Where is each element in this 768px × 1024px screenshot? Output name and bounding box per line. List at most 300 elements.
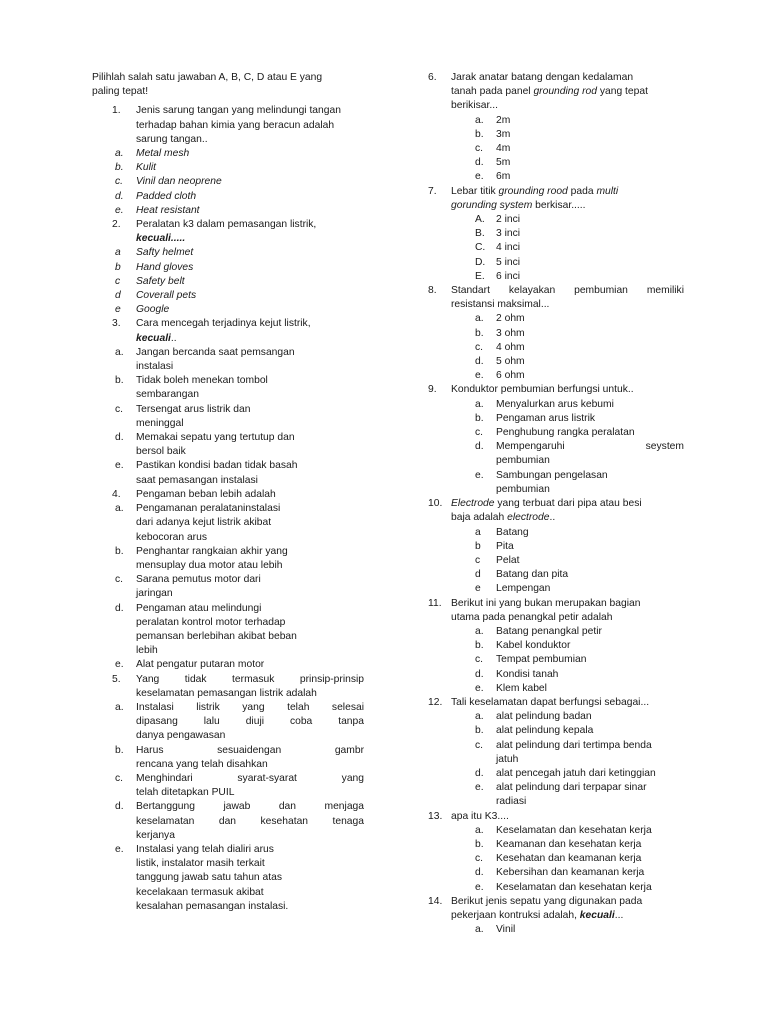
text-run: gorunding system xyxy=(451,199,533,211)
answer-option xyxy=(428,881,684,895)
answer-option xyxy=(92,403,364,431)
option-text xyxy=(496,739,684,753)
answer-option xyxy=(92,246,364,260)
text-run: pembumian xyxy=(496,483,550,495)
option-text xyxy=(136,161,364,175)
option-text xyxy=(496,412,684,426)
answer-option xyxy=(428,838,684,852)
option-text xyxy=(496,241,684,255)
option-text xyxy=(136,346,364,360)
question-item xyxy=(92,104,364,147)
answer-option xyxy=(92,701,364,744)
question-text xyxy=(136,317,364,331)
text-run: Batang dan pita xyxy=(496,569,569,581)
text-run: grounding rod xyxy=(533,86,597,98)
option-text xyxy=(136,360,364,374)
text-run: Penghantar rangkaian akhir yang xyxy=(136,545,288,557)
option-text xyxy=(136,459,364,473)
option-text xyxy=(496,270,684,284)
option-letter: b. xyxy=(115,375,124,387)
question-text xyxy=(451,597,684,611)
option-text xyxy=(496,795,684,809)
text-run: 5 inci xyxy=(496,256,521,268)
option-text xyxy=(496,227,684,241)
text-run: Hand gloves xyxy=(136,261,194,273)
answer-option xyxy=(428,241,684,255)
answer-option xyxy=(92,772,364,800)
option-letter: b. xyxy=(475,838,484,850)
question-item xyxy=(92,673,364,701)
text-run: Klem kabel xyxy=(496,682,547,694)
option-letter: c. xyxy=(115,574,124,586)
text-run: Pengaman arus listrik xyxy=(496,412,596,424)
text-run: 4 ohm xyxy=(496,341,525,353)
text-run: alat pelindung badan xyxy=(496,711,592,723)
option-text xyxy=(136,857,364,871)
answer-option xyxy=(92,374,364,402)
option-text xyxy=(136,531,364,545)
option-letter: b. xyxy=(115,162,124,174)
option-text xyxy=(496,724,684,738)
answer-option xyxy=(92,161,364,175)
text-run: multi xyxy=(596,185,619,197)
answer-option xyxy=(92,744,364,772)
option-text xyxy=(496,526,684,540)
text-run: Batang penangkal petir xyxy=(496,625,602,637)
question-item xyxy=(428,895,684,923)
option-text xyxy=(136,474,364,488)
option-text xyxy=(496,440,684,454)
answer-option xyxy=(92,190,364,204)
option-letter: d. xyxy=(475,157,484,169)
option-letter: e. xyxy=(475,171,484,183)
text-run: utama pada penangkal petir adalah xyxy=(451,611,613,623)
option-letter: c. xyxy=(115,403,124,415)
option-letter: B. xyxy=(475,228,485,240)
text-run: danya pengawasan xyxy=(136,730,226,742)
text-run: 6 ohm xyxy=(496,370,525,382)
answer-option xyxy=(428,866,684,880)
answer-option xyxy=(428,710,684,724)
text-run: Keselamatan dan kesehatan kerja xyxy=(496,881,652,893)
text-run: 4m xyxy=(496,143,511,155)
text-run: Berikut jenis sepatu yang digunakan pada xyxy=(451,895,643,907)
text-run: Cara mencegah terjadinya kejut listrik, xyxy=(136,318,311,330)
text-run: tanah pada panel xyxy=(451,86,534,98)
option-letter: b. xyxy=(475,327,484,339)
text-run: Instalasi listrik yang telah selesai xyxy=(136,701,364,713)
text-run: Electrode xyxy=(451,498,495,510)
answer-option xyxy=(92,431,364,459)
option-text xyxy=(136,190,364,204)
option-text xyxy=(496,341,684,355)
option-text xyxy=(136,275,364,289)
option-text xyxy=(136,815,364,829)
option-text xyxy=(496,824,684,838)
text-run: Coverall pets xyxy=(136,290,197,302)
text-run: kebocoran arus xyxy=(136,531,207,543)
question-number: 11. xyxy=(428,597,442,609)
answer-option xyxy=(428,682,684,696)
text-run: Jangan bercanda saat pemsangan xyxy=(136,346,295,358)
option-letter: c. xyxy=(475,739,484,751)
text-run: sarung tangan.. xyxy=(136,133,208,145)
option-text xyxy=(496,398,684,412)
text-run: grounding rood xyxy=(498,185,568,197)
question-number: 9. xyxy=(428,384,437,396)
option-letter: a. xyxy=(475,711,484,723)
option-text xyxy=(496,256,684,270)
option-text xyxy=(136,900,364,914)
option-text xyxy=(136,616,364,630)
option-text xyxy=(496,568,684,582)
text-run: meninggal xyxy=(136,417,184,429)
question-number: 10. xyxy=(428,498,443,510)
text-run: Pelat xyxy=(496,554,520,566)
option-letter: e. xyxy=(115,843,124,855)
option-letter: e. xyxy=(115,659,124,671)
option-letter: e. xyxy=(115,204,124,216)
text-run: Konduktor pembumian berfungsi untuk.. xyxy=(451,384,634,396)
option-letter: C. xyxy=(475,242,486,254)
text-run: electrode xyxy=(507,512,550,524)
text-run: radiasi xyxy=(496,796,527,808)
option-text xyxy=(496,142,684,156)
option-text xyxy=(136,388,364,402)
text-run: Heat resistant xyxy=(136,204,200,216)
answer-option xyxy=(92,175,364,189)
answer-option xyxy=(92,502,364,545)
option-letter: a. xyxy=(475,114,484,126)
text-run: 6 inci xyxy=(496,270,521,282)
question-number: 5. xyxy=(112,673,121,685)
text-run: pembumian xyxy=(496,455,550,467)
option-text xyxy=(496,156,684,170)
answer-option xyxy=(428,852,684,866)
text-run: keselamatan dan kesehatan tenaga xyxy=(136,815,364,827)
text-run: Menghindari syarat-syarat yang xyxy=(136,772,364,784)
option-text xyxy=(496,469,684,483)
option-text xyxy=(136,261,364,275)
question-number: 7. xyxy=(428,185,437,197)
option-letter: D. xyxy=(475,256,486,268)
option-letter: E. xyxy=(475,270,485,282)
question-text xyxy=(136,687,364,701)
option-text xyxy=(496,881,684,895)
answer-option xyxy=(428,369,684,383)
text-run: ... xyxy=(614,909,624,921)
option-text xyxy=(136,417,364,431)
text-run: Kesehatan dan keamanan kerja xyxy=(496,853,642,865)
text-run: Tali keselamatan dapat berfungsi sebagai... xyxy=(451,696,650,708)
question-item xyxy=(92,218,364,246)
option-text xyxy=(136,886,364,900)
answer-option xyxy=(428,653,684,667)
text-run: 5 ohm xyxy=(496,356,525,368)
left-column xyxy=(92,71,364,914)
option-text xyxy=(136,374,364,388)
text-run: 5m xyxy=(496,157,511,169)
instructions-line: paling tepat! xyxy=(92,86,149,98)
question-item xyxy=(428,810,684,824)
text-run: 2 inci xyxy=(496,214,521,226)
text-run: Safty helmet xyxy=(136,247,194,259)
option-letter: b. xyxy=(475,725,484,737)
text-run: Jenis sarung tangan yang melindungi tangan xyxy=(136,105,341,117)
option-letter: e. xyxy=(475,682,484,694)
answer-option xyxy=(428,582,684,596)
text-run: Tidak boleh menekan tombol xyxy=(136,375,268,387)
text-run: berikisar... xyxy=(451,100,498,112)
text-run: Sarana pemutus motor dari xyxy=(136,574,261,586)
option-text xyxy=(496,582,684,596)
question-text xyxy=(136,488,364,502)
option-text xyxy=(136,431,364,445)
question-text xyxy=(451,383,684,397)
text-run: Kulit xyxy=(136,162,157,174)
option-letter: c xyxy=(115,275,121,287)
option-text xyxy=(136,559,364,573)
option-letter: d. xyxy=(115,602,124,614)
option-letter: b xyxy=(115,261,121,273)
option-text xyxy=(496,923,684,937)
option-letter: e. xyxy=(475,370,484,382)
text-run: Penghubung rangka peralatan xyxy=(496,427,635,439)
answer-option xyxy=(428,668,684,682)
option-text xyxy=(136,147,364,161)
text-run: Standart kelayakan pembumian memiliki xyxy=(451,285,684,297)
option-letter: c. xyxy=(475,341,484,353)
text-run: .. xyxy=(170,332,177,344)
option-letter: b. xyxy=(475,412,484,424)
option-text xyxy=(136,587,364,601)
text-run: 4 inci xyxy=(496,242,521,254)
answer-option xyxy=(428,256,684,270)
text-run: kecuali xyxy=(136,332,171,344)
text-run: keselamatan pemasangan listrik adalah xyxy=(136,687,317,699)
question-number: 3. xyxy=(112,318,121,330)
question-text xyxy=(451,909,684,923)
option-letter: a. xyxy=(115,701,124,713)
text-run: alat pencegah jatuh dari ketinggian xyxy=(496,767,656,779)
answer-option xyxy=(428,554,684,568)
option-text xyxy=(496,213,684,227)
question-number: 1. xyxy=(112,105,121,117)
text-run: Harus sesuaidengan gambr xyxy=(136,744,364,756)
option-letter: c. xyxy=(115,772,124,784)
answer-option xyxy=(428,767,684,781)
question-number: 14. xyxy=(428,895,443,907)
text-run: sembarangan xyxy=(136,389,199,401)
answer-option xyxy=(428,781,684,809)
text-run: Tempat pembumian xyxy=(496,654,587,666)
option-text xyxy=(496,312,684,326)
question-text xyxy=(451,199,684,213)
answer-option xyxy=(428,625,684,639)
option-letter: c. xyxy=(475,427,484,439)
text-run: Padded cloth xyxy=(136,190,197,202)
option-text xyxy=(496,327,684,341)
text-run: Pengaman beban lebih adalah xyxy=(136,488,276,500)
option-letter: a. xyxy=(475,824,484,836)
question-text xyxy=(451,611,684,625)
text-run: Pita xyxy=(496,540,514,552)
text-run: Pengamanan peralataninstalasi xyxy=(136,503,281,515)
text-run: instalasi xyxy=(136,361,174,373)
option-letter: c. xyxy=(475,853,484,865)
text-run: Pengaman atau melindungi xyxy=(136,602,262,614)
question-text xyxy=(136,133,364,147)
question-text xyxy=(136,218,364,232)
option-text xyxy=(136,502,364,516)
option-text xyxy=(496,114,684,128)
text-run: kecelakaan termasuk akibat xyxy=(136,886,264,898)
answer-option xyxy=(92,545,364,573)
option-text xyxy=(496,781,684,795)
text-run: pekerjaan kontruksi adalah, xyxy=(451,909,580,921)
option-letter: e xyxy=(115,304,121,316)
answer-option xyxy=(428,739,684,767)
option-text xyxy=(496,852,684,866)
option-text xyxy=(136,871,364,885)
option-text xyxy=(136,289,364,303)
answer-option xyxy=(92,275,364,289)
answer-option xyxy=(92,289,364,303)
option-text xyxy=(496,767,684,781)
text-run: Pastikan kondisi badan tidak basah xyxy=(136,460,298,472)
option-letter: e. xyxy=(475,881,484,893)
option-text xyxy=(496,128,684,142)
answer-option xyxy=(428,639,684,653)
option-text xyxy=(136,758,364,772)
text-run: kesalahan pemasangan instalasi. xyxy=(136,900,289,912)
text-run: alat pelindung dari terpapar sinar xyxy=(496,782,647,794)
question-text xyxy=(451,895,684,909)
option-text xyxy=(496,753,684,767)
question-text xyxy=(451,298,684,312)
text-run: listik, instalator masih terkait xyxy=(136,858,265,870)
text-run: Vinil dan neoprene xyxy=(136,176,222,188)
question-number: 2. xyxy=(112,219,121,231)
text-run: kerjanya xyxy=(136,829,175,841)
question-text xyxy=(136,232,364,246)
option-letter: a. xyxy=(115,503,124,515)
answer-option xyxy=(92,573,364,601)
text-run: 3m xyxy=(496,128,511,140)
option-letter: a xyxy=(475,526,481,538)
option-letter: a. xyxy=(475,398,484,410)
text-run: Metal mesh xyxy=(136,148,190,160)
option-text xyxy=(496,483,684,497)
answer-option xyxy=(428,923,684,937)
option-letter: a. xyxy=(475,625,484,637)
text-run: dari adanya kejut listrik akibat xyxy=(136,517,272,529)
text-run: jaringan xyxy=(136,588,173,600)
answer-option xyxy=(428,142,684,156)
option-text xyxy=(136,744,364,758)
text-run: Bertanggung jawab dan menjaga xyxy=(136,801,364,813)
answer-option xyxy=(428,426,684,440)
answer-option xyxy=(428,540,684,554)
question-text xyxy=(451,99,684,113)
option-text xyxy=(136,701,364,715)
option-text xyxy=(136,516,364,530)
option-letter: b. xyxy=(475,640,484,652)
answer-option xyxy=(92,658,364,672)
option-letter: c xyxy=(475,554,481,566)
answer-option xyxy=(428,469,684,497)
text-run: tanggung jawab satu tahun atas xyxy=(136,872,282,884)
option-text xyxy=(496,170,684,184)
text-run: telah ditetapkan PUIL xyxy=(136,787,235,799)
answer-option xyxy=(428,312,684,326)
answer-option xyxy=(92,303,364,317)
option-letter: c. xyxy=(475,143,484,155)
text-run: yang tepat xyxy=(597,86,648,98)
text-run: pemansan berlebihan akibat beban xyxy=(136,630,297,642)
option-text xyxy=(136,772,364,786)
option-letter: e. xyxy=(115,460,124,472)
text-run: Menyalurkan arus kebumi xyxy=(496,398,614,410)
option-text xyxy=(136,715,364,729)
text-run: bersol baik xyxy=(136,446,186,458)
question-number: 13. xyxy=(428,810,443,822)
option-letter: A. xyxy=(475,214,485,226)
text-run: Safety belt xyxy=(136,275,185,287)
text-run: pada xyxy=(567,185,597,197)
question-text xyxy=(451,71,684,85)
option-text xyxy=(136,829,364,843)
question-item xyxy=(428,71,684,114)
text-run: .. xyxy=(549,512,556,524)
question-number: 6. xyxy=(428,72,437,83)
option-text xyxy=(136,630,364,644)
text-run: dipasang lalu diuji coba tanpa xyxy=(136,716,364,728)
question-list-right xyxy=(428,71,684,937)
question-text xyxy=(136,119,364,133)
option-text xyxy=(136,175,364,189)
question-text xyxy=(136,104,364,118)
text-run: Instalasi yang telah dialiri arus xyxy=(136,843,274,855)
option-text xyxy=(496,653,684,667)
text-run: Peralatan k3 dalam pemasangan listrik, xyxy=(136,219,317,231)
option-letter: d xyxy=(475,569,481,581)
option-text xyxy=(136,644,364,658)
text-run: lebih xyxy=(136,645,158,657)
answer-option xyxy=(428,213,684,227)
question-item xyxy=(428,185,684,213)
option-letter: a. xyxy=(115,346,124,358)
answer-option xyxy=(428,412,684,426)
answer-option xyxy=(92,346,364,374)
answer-option xyxy=(92,459,364,487)
option-text xyxy=(136,602,364,616)
question-number: 4. xyxy=(112,488,121,500)
option-text xyxy=(136,800,364,814)
option-text xyxy=(136,786,364,800)
answer-option xyxy=(428,114,684,128)
text-run: Alat pengatur putaran motor xyxy=(136,659,265,671)
option-letter: b. xyxy=(475,128,484,140)
option-text xyxy=(496,369,684,383)
option-text xyxy=(136,843,364,857)
text-run: Berikut ini yang bukan merupakan bagian xyxy=(451,597,641,609)
option-letter: d. xyxy=(475,356,484,368)
text-run: Keselamatan dan kesehatan kerja xyxy=(496,824,652,836)
question-item xyxy=(428,383,684,397)
option-text xyxy=(496,426,684,440)
option-text xyxy=(136,303,364,317)
